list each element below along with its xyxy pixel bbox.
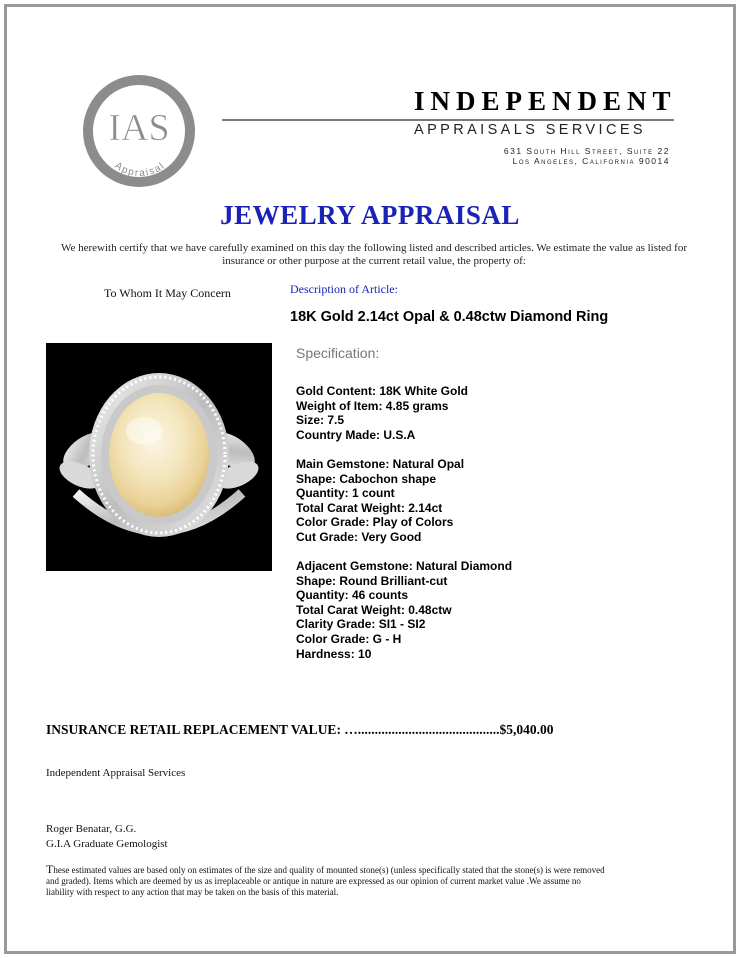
document-title: JEWELRY APPRAISAL <box>220 200 520 230</box>
owner-name: To Whom It May Concern <box>104 286 231 300</box>
specification-label: Specification: <box>296 345 380 361</box>
brand-subtitle: APPRAISALS SERVICES <box>414 122 646 138</box>
spec-main-color-grade: Color Grade: Play of Colors <box>296 515 454 530</box>
spec-gold-content: Gold Content: 18K White Gold <box>296 384 468 398</box>
spec-size: Size: 7.5 <box>296 413 345 428</box>
appraiser-credential: G.I.A Graduate Gemologist <box>46 838 168 850</box>
appraiser-name: Roger Benatar, G.G. <box>46 823 137 835</box>
spec-main-quantity: Quantity: 1 count <box>296 486 395 501</box>
logo-ring-text: Appraisal <box>112 160 168 180</box>
spec-main-total-carat: Total Carat Weight: 2.14ct <box>296 500 443 515</box>
spec-adjacent-color-grade: Color Grade: G - H <box>296 632 402 646</box>
disclaimer-initial: T <box>46 862 54 876</box>
spec-main-gemstone: Main Gemstone: Natural Opal <box>296 457 465 471</box>
spec-adjacent-quantity: Quantity: 46 counts <box>296 588 409 603</box>
spec-adjacent-hardness: Hardness: 10 <box>296 646 372 661</box>
logo-letters: IAS <box>108 107 170 149</box>
spec-adjacent-clarity: Clarity Grade: SI1 - SI2 <box>296 617 426 632</box>
replacement-value: INSURANCE RETAIL REPLACEMENT VALUE: …..........................................$5,040.00 <box>46 722 554 737</box>
item-title: 18K Gold 2.14ct Opal & 0.48ctw Diamond Ring <box>290 309 609 325</box>
address-line-2: Los Angeles, California 90014 <box>512 156 670 166</box>
spec-main-cut-grade: Cut Grade: Very Good <box>296 530 422 544</box>
spec-adjacent-gemstone: Adjacent Gemstone: Natural Diamond <box>296 559 513 573</box>
brand-title: INDEPENDENT <box>414 86 677 116</box>
company-name: Independent Appraisal Services <box>46 767 186 779</box>
ias-logo <box>80 72 198 190</box>
disclaimer-text: hese estimated values are based only on estimates of the size and quality of mounted stone(s) (unless specifically stated that the stone(s) is were removed and graded). Items which are deemed by us as irreplaceable or antique in nature are expressed as our opinion of current market value .We assume no liability with respect to any action that may be taken on the basis of this material. <box>46 865 605 897</box>
spec-weight: Weight of Item: 4.85 grams <box>296 398 449 413</box>
certification-intro: We herewith certify that we have carefully examined on this day the following listed and described articles. We estimate the value as listed for insurance or other purpose at the current retail value, the property of: <box>60 242 688 267</box>
disclaimer <box>46 864 606 898</box>
spec-country: Country Made: U.S.A <box>296 427 416 442</box>
spec-adjacent-total-carat: Total Carat Weight: 0.48ctw <box>296 602 452 617</box>
address-line-1: 631 South Hill Street, Suite 22 <box>503 146 670 156</box>
ring-photo <box>46 343 272 571</box>
brand-divider <box>222 119 674 121</box>
spec-main-shape: Shape: Cabochon shape <box>296 471 437 486</box>
spec-adjacent-shape: Shape: Round Brilliant-cut <box>296 573 448 588</box>
description-label: Description of Article: <box>290 282 398 296</box>
